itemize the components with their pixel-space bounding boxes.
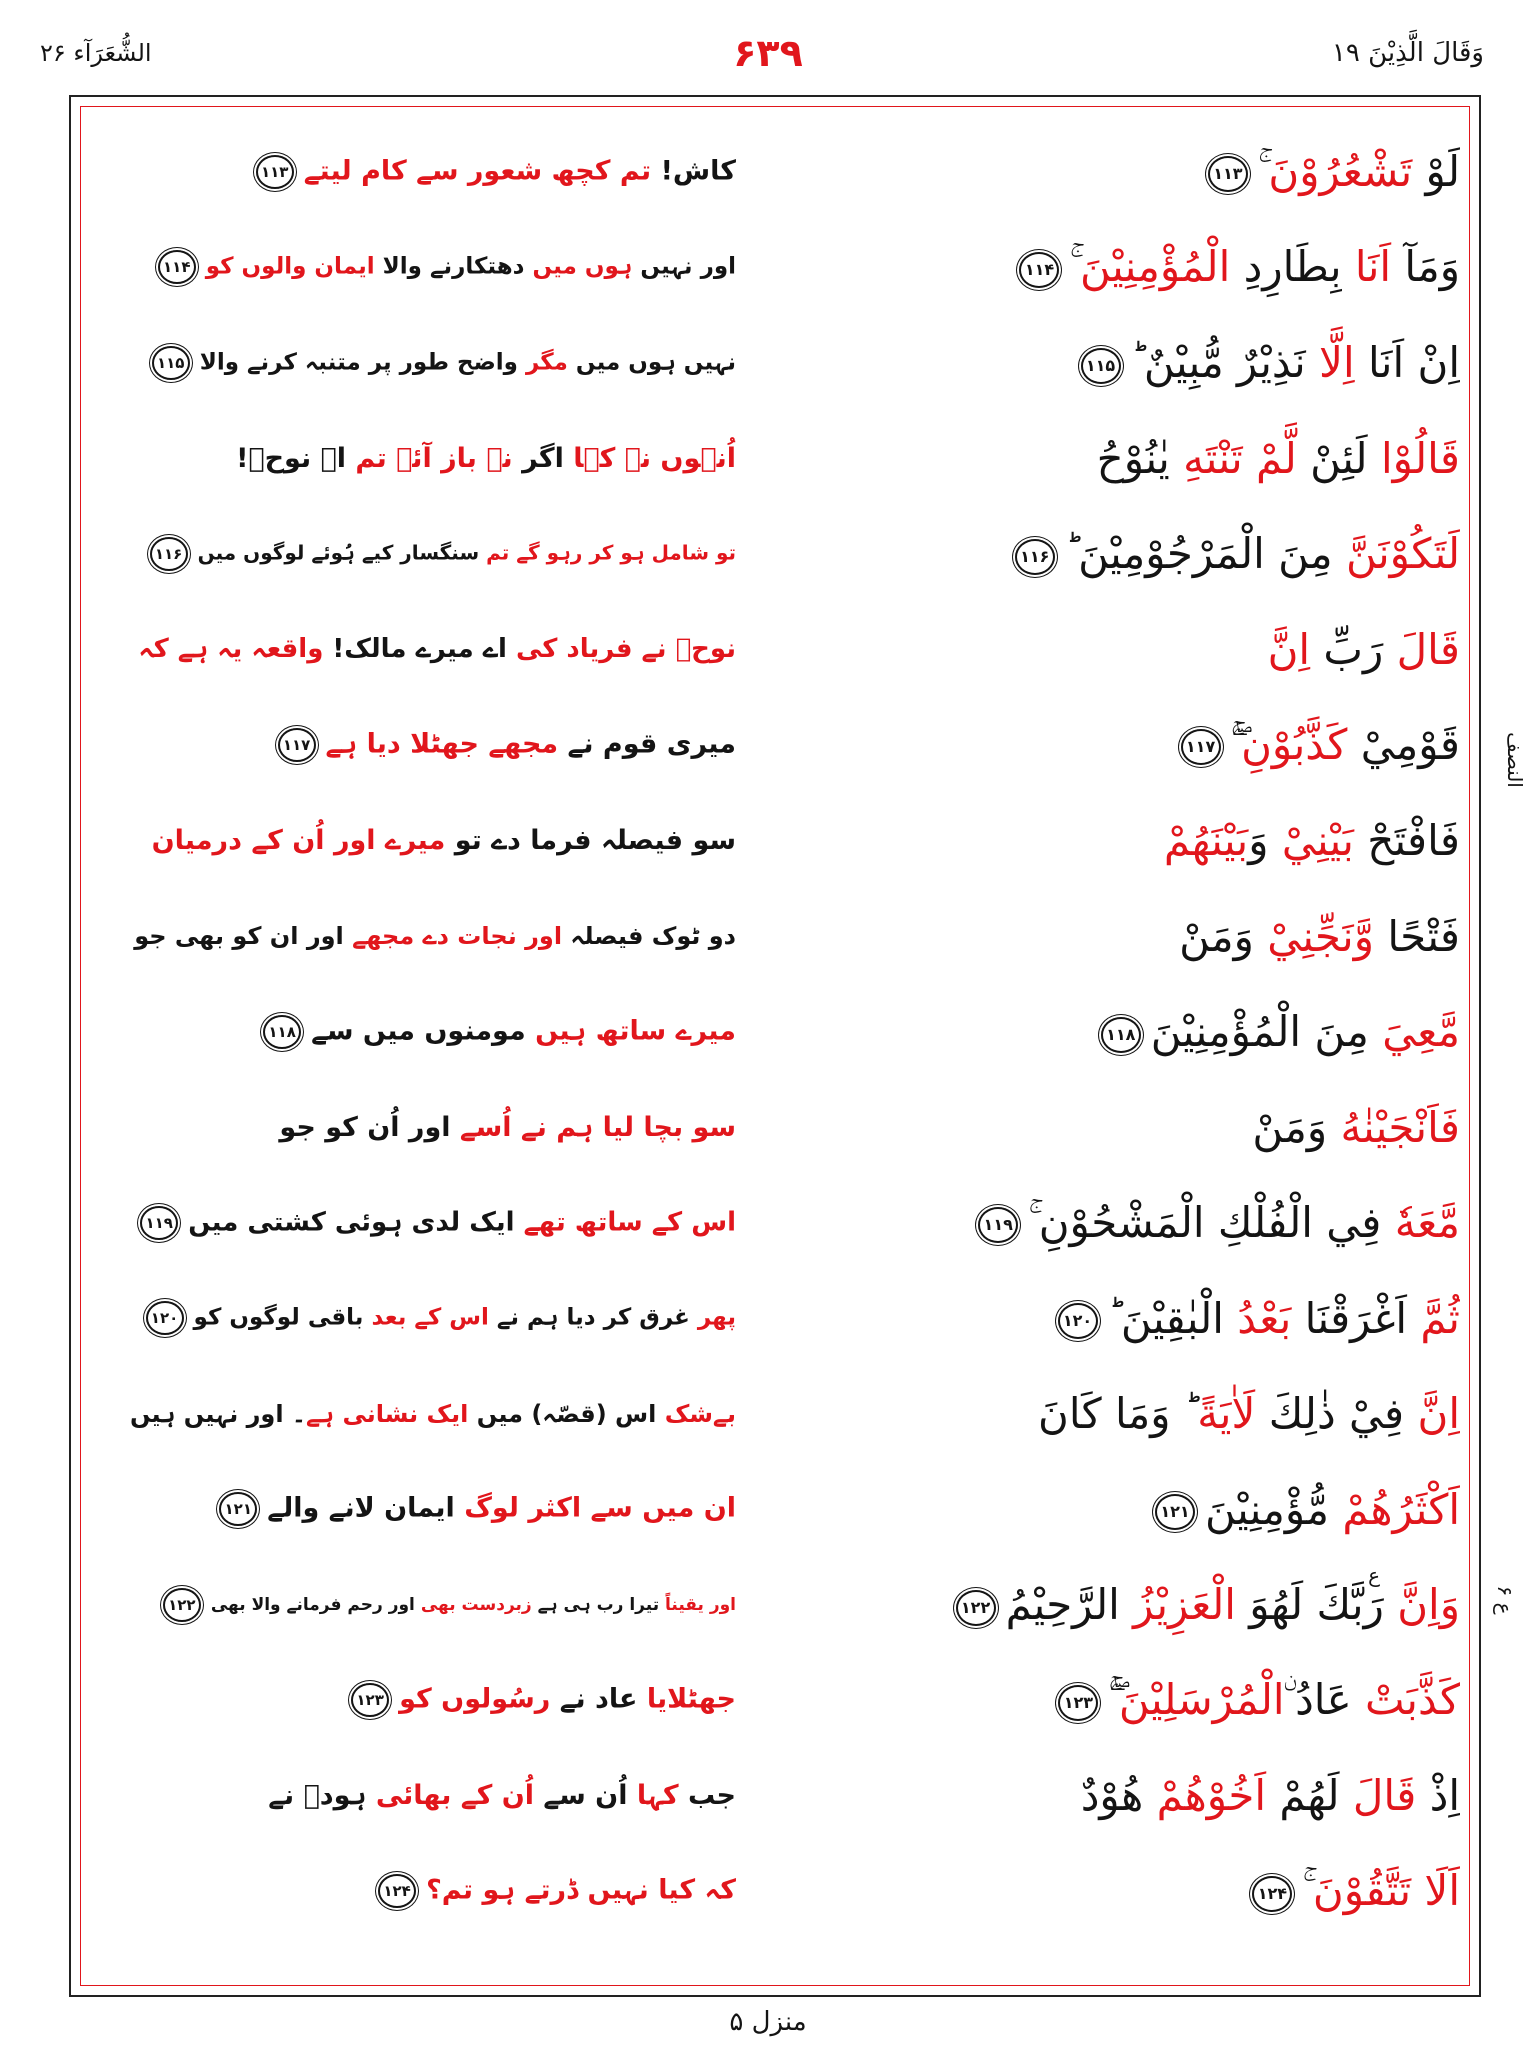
highlighted-text: وَاِنَّ: [1397, 1580, 1460, 1630]
urdu-line: [268, 1780, 736, 1811]
highlighted-text: اَكْثَرُهُمْ: [1342, 1484, 1460, 1534]
ayah-number-marker: ۱۱۶: [150, 537, 188, 571]
urdu-line: [153, 1588, 736, 1622]
highlighted-text: الْعَزِيْزُ: [1133, 1580, 1236, 1630]
ayah-number-marker: ۱۱۳: [256, 155, 294, 189]
highlighted-text: وَّنَجِّنِيْ: [1267, 911, 1374, 961]
ayah-number-marker: ۱۱۸: [1101, 1017, 1141, 1053]
text-segment: فَافْتَحْ: [1353, 815, 1460, 865]
highlighted-text: اُنہوں نے کہا: [573, 442, 736, 474]
text-segment: عَادُ ۨ: [1284, 1675, 1366, 1725]
highlighted-text: قَالَ: [1352, 1771, 1417, 1821]
highlighted-text: بَيْنِيْ: [1281, 815, 1354, 865]
text-segment: الْبٰقِيْنَ ؕ: [1107, 1293, 1238, 1343]
arabic-line: [1198, 147, 1460, 197]
text-segment: وَمَنْ: [1179, 911, 1268, 961]
urdu-line: [130, 1206, 736, 1240]
highlighted-text: اور نجات دے مجھے: [352, 922, 563, 951]
ayah-number-marker: ۱۱۵: [152, 346, 190, 380]
urdu-translation: [128, 124, 736, 220]
highlighted-text: لَّمْ تَنْتَهِ: [1183, 433, 1297, 483]
ayah-number-marker: ۱۲۳: [351, 1683, 389, 1717]
highlighted-text: ایک نشانی ہے: [305, 1399, 469, 1428]
ayah-number-marker: ۱۱۴: [158, 250, 196, 284]
ayah-number-marker: ۱۱۹: [978, 1207, 1018, 1243]
arabic-text: [900, 1270, 1460, 1366]
highlighted-text: زبردست بھی: [420, 1594, 532, 1615]
urdu-line: [368, 1874, 736, 1908]
text-segment: فِيْ ذٰلِكَ: [1255, 1389, 1418, 1439]
verse-line: [0, 411, 1536, 507]
highlighted-text: كَذَّبُوْنِ: [1241, 719, 1348, 769]
ayah-number-marker: ۱۱۹: [140, 1206, 178, 1240]
verse-line: [0, 124, 1536, 220]
juz-name-header: وَقَالَ الَّذِيْنَ ۱۹: [1331, 38, 1484, 68]
highlighted-text: نہ باز آئے تم: [355, 442, 513, 474]
text-segment: فَتْحًا: [1373, 911, 1460, 961]
verse-line: [0, 984, 1536, 1080]
text-segment: اور نہیں: [632, 253, 736, 280]
urdu-line: [341, 1683, 736, 1717]
urdu-translation: [128, 220, 736, 316]
margin-ruku-marker: ع ۶: [1493, 1585, 1517, 1615]
text-segment: رَبَّكَ لَهُوَ: [1235, 1580, 1398, 1630]
ayah-number-marker: ۱۲۲: [956, 1590, 996, 1626]
highlighted-text: جھٹلایا: [646, 1683, 736, 1715]
text-segment: ۔ اور نہیں ہیں: [129, 1399, 306, 1428]
arabic-text: [900, 1653, 1460, 1749]
text-segment: اُن سے: [534, 1780, 637, 1812]
text-segment: مومنوں میں سے: [311, 1015, 536, 1047]
text-segment: يٰنُوْحُ: [1096, 433, 1184, 483]
arabic-line: [1048, 1294, 1460, 1343]
ayah-number-marker: ۱۱۴: [1019, 252, 1059, 288]
text-segment: قَوْمِيْ: [1347, 719, 1460, 769]
text-segment: لَهُمْ: [1266, 1771, 1353, 1821]
highlighted-text: پھر: [697, 1304, 736, 1331]
verse-line: [0, 602, 1536, 698]
text-segment: ہودؑ نے: [268, 1780, 376, 1812]
highlighted-text: نوحؑ نے فریاد کی: [515, 634, 736, 665]
urdu-line: [136, 1301, 736, 1335]
text-segment: اِذْ: [1416, 1771, 1460, 1821]
surah-name-header: الشُّعَرَآء ۲۶: [40, 39, 152, 67]
highlighted-text: اور یقیناً: [665, 1594, 736, 1615]
highlighted-text: اس کے ساتھ تھے: [523, 1207, 736, 1238]
ayah-number-marker: ۱۱۷: [1181, 729, 1221, 765]
verse-line: [0, 1079, 1536, 1175]
urdu-line: [236, 443, 736, 474]
arabic-line: [968, 1198, 1460, 1248]
ayah-number-marker: ۱۱۵: [1081, 348, 1121, 384]
text-segment: فِي الْفُلْكِ الْمَشْحُوْنِ ۚ: [1028, 1197, 1395, 1247]
text-segment: سو فیصلہ فرما دے تو: [445, 824, 736, 856]
verse-line: [0, 220, 1536, 316]
text-segment: غرق کر دیا ہم نے: [488, 1304, 698, 1331]
arabic-text: [900, 697, 1460, 793]
urdu-line: [152, 825, 736, 856]
text-segment: دو ٹوک فیصلہ: [562, 922, 736, 951]
urdu-translation: [128, 1079, 736, 1175]
urdu-translation: [128, 697, 736, 793]
text-segment: وَمَآ: [1391, 242, 1460, 292]
text-segment: اور اُن کو جو: [279, 1111, 460, 1143]
highlighted-text: تَشْعُرُوْنَ: [1268, 146, 1413, 196]
arabic-line: [1081, 1771, 1460, 1820]
text-segment: ایمان لانے والے: [267, 1492, 465, 1524]
arabic-text: [900, 793, 1460, 889]
text-segment: وَ: [1248, 815, 1282, 865]
text-segment: اے میرے مالک!: [323, 634, 516, 665]
ruku-sign: ع: [1368, 1562, 1380, 1587]
arabic-text: [900, 1557, 1460, 1653]
urdu-translation: [128, 1366, 736, 1462]
urdu-translation: [128, 1653, 736, 1749]
arabic-text: [900, 1748, 1460, 1844]
verse-line: [0, 506, 1536, 602]
highlighted-text: تو شامل ہو کر رہو گے تم: [486, 540, 736, 565]
text-segment: اور ان کو بھی جو: [134, 922, 353, 951]
ayah-number-marker: ۱۱۷: [278, 728, 316, 762]
urdu-line: [134, 922, 736, 950]
arabic-line: [1097, 434, 1460, 483]
text-segment: عاد نے: [550, 1683, 647, 1715]
highlighted-text: میرے اور اُن کے درمیان: [151, 824, 446, 856]
highlighted-text: اَنَا: [1354, 242, 1392, 292]
urdu-line: [142, 346, 736, 380]
urdu-translation: [128, 1748, 736, 1844]
text-segment: رَبِّ: [1310, 624, 1397, 674]
highlighted-text: اُن کے بھائی: [375, 1780, 534, 1812]
verse-line: [0, 1366, 1536, 1462]
margin-half-marker: النصف: [1503, 732, 1527, 788]
text-segment: ۚۖ: [1108, 1675, 1119, 1725]
highlighted-text: اس کے بعد: [371, 1304, 489, 1331]
text-segment: مِنَ الْمُؤْمِنِيْنَ: [1150, 1007, 1383, 1057]
arabic-text: [900, 1079, 1460, 1175]
text-segment: اگر: [512, 442, 574, 474]
highlighted-text: بَعْدُ: [1237, 1293, 1292, 1343]
text-segment: لَئِنْ: [1296, 433, 1381, 483]
urdu-line: [148, 250, 736, 284]
verse-line: [0, 1461, 1536, 1557]
arabic-text: [900, 315, 1460, 411]
highlighted-text: مجھے جھٹلا دیا ہے: [325, 728, 559, 760]
highlighted-text: قَالُوْا: [1380, 433, 1460, 483]
urdu-line: [138, 634, 736, 664]
arabic-text: [900, 984, 1460, 1080]
arabic-text: [900, 220, 1460, 316]
urdu-translation: [128, 1461, 736, 1557]
highlighted-text: لَتَكُوْنَنَّ: [1345, 529, 1460, 579]
highlighted-text: کہ کیا نہیں ڈرتے ہو تم؟: [426, 1874, 736, 1906]
text-segment: اے نوحؑ!: [236, 442, 356, 474]
text-segment: باقی لوگوں کو: [193, 1304, 372, 1331]
ayah-number-marker: ۱۲۰: [146, 1301, 184, 1335]
text-segment: ۚ: [1069, 242, 1080, 292]
arabic-line: [1071, 338, 1460, 387]
verse-line: [0, 1653, 1536, 1749]
ayah-number-marker: ۱۲۴: [378, 1874, 416, 1908]
highlighted-text: اِنَّ: [1267, 624, 1311, 674]
urdu-line: [279, 1112, 736, 1143]
ayah-number-marker: ۱۲۴: [1252, 1876, 1292, 1912]
text-segment: نہیں ہوں میں: [567, 349, 736, 376]
text-segment: نَذِيْرٌ مُّبِيْنٌ ؕ: [1130, 338, 1319, 388]
arabic-text: [900, 124, 1460, 220]
ayah-number-marker: ۱۲۳: [1058, 1685, 1098, 1721]
text-segment: سنگسار کیے ہُوئے لوگوں میں: [197, 540, 487, 565]
text-segment: ۚۖ: [1230, 719, 1242, 769]
highlighted-text: میرے ساتھ ہیں: [535, 1015, 736, 1047]
arabic-line: [1048, 1675, 1460, 1725]
text-segment: جب: [678, 1780, 736, 1812]
highlighted-text: ہوں میں: [532, 253, 633, 280]
highlighted-text: لَاٰيَةً: [1197, 1389, 1256, 1439]
verse-line: [0, 1844, 1536, 1940]
arabic-text: [900, 888, 1460, 984]
arabic-text: [900, 602, 1460, 698]
urdu-translation: [128, 602, 736, 698]
verse-lines: [0, 124, 1536, 1939]
text-segment: مُّؤْمِنِيْنَ: [1205, 1484, 1343, 1534]
text-segment: لَوْ: [1412, 146, 1460, 196]
ayah-number-marker: ۱۱۳: [1208, 156, 1248, 192]
verse-line: [0, 315, 1536, 411]
highlighted-text: الْمُرْسَلِيْنَ: [1118, 1675, 1285, 1725]
highlighted-text: كَذَّبَتْ: [1365, 1675, 1460, 1725]
text-segment: ۚ: [1302, 1866, 1313, 1916]
text-segment: کاش!: [651, 155, 736, 187]
ayah-number-marker: ۱۲۲: [163, 1588, 201, 1622]
highlighted-text: سو بچا لیا ہم نے اُسے: [459, 1111, 736, 1143]
highlighted-text: ایمان والوں کو: [205, 253, 375, 280]
highlighted-text: مگر: [525, 349, 568, 376]
ayah-number-marker: ۱۱۶: [1015, 539, 1055, 575]
text-segment: تیرا رب ہی ہے: [531, 1594, 666, 1615]
text-segment: هُوْدٌ: [1080, 1771, 1157, 1821]
highlighted-text: تم کچھ شعور سے کام لیتے: [303, 155, 652, 187]
arabic-line: [1268, 625, 1460, 674]
verse-line: [0, 1175, 1536, 1271]
highlighted-text: اَلَا تَتَّقُوْنَ: [1312, 1866, 1460, 1916]
text-segment: اَغْرَقْنَا: [1291, 1293, 1421, 1343]
arabic-text: [900, 1844, 1460, 1940]
text-segment: اِنْ اَنَا: [1354, 338, 1460, 388]
highlighted-text: مَّعَهٗ: [1394, 1197, 1460, 1247]
urdu-line: [209, 1492, 736, 1526]
text-segment: اس (قصّہ) میں: [468, 1399, 665, 1428]
page-number: ۶۳۹: [733, 31, 803, 75]
highlighted-text: مَّعِيَ: [1382, 1007, 1460, 1057]
text-segment: مِنَ الْمَرْجُوْمِيْنَ ؕ: [1064, 529, 1346, 579]
arabic-line: [1009, 242, 1460, 292]
urdu-line: [246, 155, 736, 189]
highlighted-text: ثُمَّ: [1420, 1293, 1460, 1343]
arabic-line: [1091, 1007, 1460, 1056]
highlighted-text: الْمُؤْمِنِيْنَ: [1080, 242, 1231, 292]
urdu-translation: [128, 1175, 736, 1271]
arabic-text: [900, 1366, 1460, 1462]
arabic-line: [1005, 529, 1460, 578]
highlighted-text: واقعہ یہ ہے کہ: [138, 634, 324, 665]
arabic-line: [1242, 1866, 1460, 1916]
arabic-line: [946, 1580, 1460, 1629]
arabic-text: [900, 506, 1460, 602]
ayah-number-marker: ۱۲۱: [219, 1492, 257, 1526]
urdu-translation: [128, 1844, 736, 1940]
ayah-number-marker: ۱۱۸: [263, 1015, 301, 1049]
arabic-text: [900, 1461, 1460, 1557]
verse-line: [0, 793, 1536, 889]
urdu-translation: [128, 411, 736, 507]
verse-line: [0, 888, 1536, 984]
highlighted-text: رسُولوں کو: [399, 1683, 551, 1715]
verse-line: [0, 1270, 1536, 1366]
urdu-translation: [128, 315, 736, 411]
text-segment: اور رحم فرمانے والا بھی: [210, 1594, 421, 1615]
text-segment: ایک لدی ہوئی کشتی میں: [188, 1207, 524, 1238]
text-segment: واضح طور پر متنبہ کرنے والا: [199, 349, 526, 376]
highlighted-text: اَخُوْهُمْ: [1156, 1771, 1267, 1821]
highlighted-text: کہا: [636, 1780, 679, 1812]
arabic-line: [1179, 912, 1460, 961]
highlighted-text: اِنَّ: [1417, 1389, 1460, 1439]
arabic-line: [1145, 1485, 1460, 1534]
urdu-translation: [128, 793, 736, 889]
highlighted-text: ان میں سے اکثر لوگ: [464, 1492, 736, 1524]
urdu-line: [130, 1400, 736, 1428]
text-segment: بِطَارِدِ: [1230, 242, 1355, 292]
verse-line: [0, 1557, 1536, 1653]
manzil-footer: منزل ۵: [729, 2007, 807, 2037]
urdu-translation: [128, 984, 736, 1080]
urdu-line: [253, 1015, 736, 1049]
highlighted-text: قَالَ: [1396, 624, 1460, 674]
verse-line: [0, 697, 1536, 793]
text-segment: ۚ: [1257, 146, 1269, 196]
highlighted-text: فَاَنْجَيْنٰهُ: [1340, 1102, 1460, 1152]
arabic-line: [1171, 720, 1460, 770]
ayah-number-marker: ۱۲۱: [1155, 1494, 1195, 1530]
urdu-translation: [128, 506, 736, 602]
arabic-line: [1038, 1389, 1460, 1438]
urdu-translation: [128, 888, 736, 984]
highlighted-text: بَيْنَهُمْ: [1163, 815, 1249, 865]
text-segment: میری قوم نے: [558, 728, 736, 760]
highlighted-text: بےشک: [664, 1399, 736, 1428]
verse-line: [0, 1748, 1536, 1844]
text-segment: الرَّحِيْمُ: [1005, 1580, 1134, 1630]
urdu-translation: [128, 1557, 736, 1653]
text-segment: وَمَنْ: [1252, 1102, 1341, 1152]
urdu-translation: [128, 1270, 736, 1366]
text-segment: دھتکارنے والا: [374, 253, 533, 280]
ayah-number-marker: ۱۲۰: [1058, 1303, 1098, 1339]
arabic-text: [900, 1175, 1460, 1271]
urdu-line: [268, 728, 736, 762]
arabic-text: [900, 411, 1460, 507]
highlighted-text: اِلَّا: [1319, 338, 1355, 388]
arabic-line: [1252, 1103, 1460, 1152]
text-segment: ؕ وَمَا كَانَ: [1038, 1389, 1198, 1439]
arabic-line: [1164, 816, 1460, 865]
urdu-line: [140, 537, 736, 571]
